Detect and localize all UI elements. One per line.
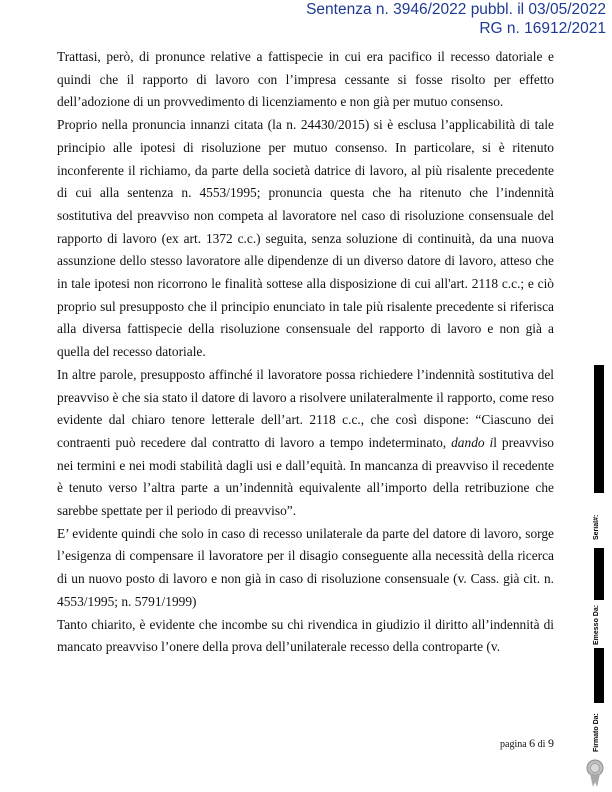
paragraph-3-text: In altre parole, presupposto affinché il lavoratore possa richiedere l’indennità sostitutiva del preavviso è che sia stato il datore di lavoro a risolvere unilateralmente il rapporto, come reso evidente dal chiaro tenore letterale dell’art. 2118 c.c., che così dispone: “Ciascuno dei contraenti può recedere dal contratto di lavoro a tempo indeterminato, — [57, 366, 554, 450]
serial-bar — [594, 365, 604, 493]
footer-page: 6 — [529, 736, 536, 750]
seal-icon — [584, 758, 606, 788]
issued-label: Emesso Da: — [593, 604, 600, 645]
footer-total: 9 — [547, 736, 554, 750]
footer-of: di — [537, 739, 546, 750]
paragraph-3 — [57, 364, 554, 523]
serial-label: Serial#: — [593, 514, 600, 540]
paragraph-5: Tanto chiarito, è evidente che incombe su chi rivendica in giudizio il diritto all’indennità di mancato preavviso l’onere della prova dell’unilaterale recesso della controparte (v. — [57, 616, 554, 655]
signed-label: Firmato Da: — [593, 713, 600, 752]
page-footer — [500, 736, 554, 751]
header-rg: RG n. 16912/2021 — [479, 20, 606, 37]
header-sentence: Sentenza n. 3946/2022 pubbl. il 03/05/2022 — [306, 1, 606, 18]
issued-bar — [594, 548, 604, 600]
signature-sidebar — [594, 0, 608, 792]
quote-italic: dando i — [451, 434, 494, 450]
paragraph-4: E’ evidente quindi che solo in caso di recesso unilaterale da parte del datore di lavoro, sorge l’esigenza di compensare il lavoratore per il disagio conseguente alla necessità della ricerca di un nuovo posto di lavoro e non già in caso di risoluzione consensuale (v. Cass. già cit. n. 4553/1995; n. 5791/1999) — [57, 525, 554, 609]
paragraph-2: Proprio nella pronuncia innanzi citata (la n. 24430/2015) si è esclusa l’applicabilità di tale principio alle ipotesi di risoluzione per mutuo consenso. In particolare, si è ritenuto inconferente il richiamo, da parte della società datrice di lavoro, al più risalente precedente di cui alla sentenza n. 4553/1995; pronuncia questa che ha ritenuto che l’indennità sostitutiva del preavviso non competa al lavoratore nel caso di risoluzione consensuale del rapporto di lavoro (ex art. 1372 c.c.) seguita, senza soluzione di continuità, da una nuova assunzione dello stesso lavoratore alle dipendenze di un diverso datore di lavoro, atteso che in tale ipotesi non ricorrono le finalità sottese alla disposizione di cui all'art. 2118 c.c.; e ciò proprio sul presupposto che il principio enunciato in tale più risalente precedente si riferisca alla diversa fattispecie della risoluzione consensuale del rapporto di lavoro e non già a quella del recesso datoriale. — [57, 117, 554, 360]
body-text — [57, 46, 554, 659]
footer-label: pagina — [500, 739, 527, 750]
paragraph-1: Trattasi, però, di pronunce relative a fattispecie in cui era pacifico il recesso datoriale e quindi che il rapporto di lavoro con l’impresa cessante si fosse risolto per effetto dell’adozione di un provvedimento di licenziamento e non già per mutuo consenso. — [57, 49, 554, 110]
signed-bar — [594, 648, 604, 703]
document-header — [306, 0, 606, 38]
quote-rest: l preavviso nei termini e nei modi stabilità dagli usi e dall’equità. In mancanza di preavviso il recedente è tenuto verso l’altra parte a un’indennità equivalente all’importo della retribuzione che sarebbe spettate per il periodo di preavviso”. — [57, 434, 554, 519]
